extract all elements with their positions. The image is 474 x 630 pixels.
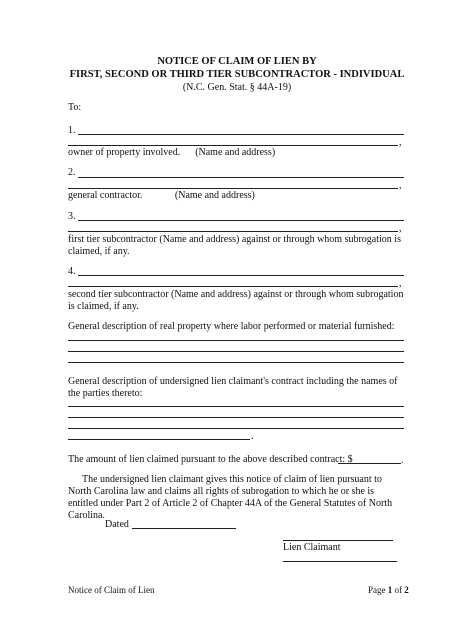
property-description-line-3[interactable] bbox=[68, 362, 404, 363]
item-2-line-a[interactable] bbox=[78, 177, 404, 178]
item-2-caption: general contractor. (Name and address) bbox=[68, 190, 255, 201]
item-1-line-a[interactable] bbox=[78, 134, 404, 135]
item-2-number: 2. bbox=[68, 167, 76, 178]
item-4-caption: second tier subcontractor (Name and address) against or through whom subrogation is claimed, if any. bbox=[68, 289, 404, 312]
contract-description-line-1[interactable] bbox=[68, 406, 404, 407]
page-prefix: Page bbox=[368, 585, 386, 595]
signature-line-2[interactable] bbox=[283, 561, 397, 562]
statute-reference: (N.C. Gen. Stat. § 44A-19) bbox=[182, 82, 292, 93]
item-3-comma: , bbox=[399, 223, 402, 234]
footer-document-name: Notice of Claim of Lien bbox=[68, 585, 155, 595]
item-4-number: 4. bbox=[68, 266, 76, 277]
item-3-line-b[interactable] bbox=[68, 231, 398, 232]
page-current: 1 bbox=[387, 585, 393, 595]
dated-label: Dated bbox=[105, 519, 129, 530]
contract-description-line-4[interactable] bbox=[68, 439, 250, 440]
date-field[interactable] bbox=[132, 528, 236, 529]
page-of: of bbox=[394, 585, 402, 595]
property-description-line-1[interactable] bbox=[68, 340, 404, 341]
item-2-line-b[interactable] bbox=[68, 188, 398, 189]
title-line-2: FIRST, SECOND OR THIRD TIER SUBCONTRACTOR - INDIVIDUAL bbox=[69, 69, 405, 80]
contract-description-period: . bbox=[251, 431, 254, 442]
item-3-caption: first tier subcontractor (Name and address) against or through whom subrogation is claimed, if any. bbox=[68, 234, 401, 257]
subrogation-paragraph: The undersigned lien claimant gives this notice of claim of lien pursuant to North Carolina law and claims all rights of subrogation to which he or she is entitled under Part 2 of Article 2 of Chapter 44A of the General Statutes of North Carolina. bbox=[68, 474, 393, 521]
property-description-line-2[interactable] bbox=[68, 351, 404, 352]
contract-description-line-3[interactable] bbox=[68, 428, 404, 429]
item-2-comma: , bbox=[399, 180, 402, 191]
to-label: To: bbox=[68, 102, 82, 113]
item-3-line-a[interactable] bbox=[78, 220, 404, 221]
amount-label: The amount of lien claimed pursuant to the above described contract: $ bbox=[68, 454, 353, 465]
item-1-line-b[interactable] bbox=[68, 145, 398, 146]
lien-claimant-label: Lien Claimant bbox=[283, 542, 341, 553]
page-total: 2 bbox=[404, 585, 409, 595]
signature-line[interactable] bbox=[283, 540, 393, 541]
contract-description-label: General description of undersigned lien claimant's contract including the names of the parties thereto: bbox=[68, 376, 398, 399]
item-3-number: 3. bbox=[68, 211, 76, 222]
item-1-caption: owner of property involved. (Name and address) bbox=[68, 147, 276, 158]
amount-period: . bbox=[401, 455, 404, 466]
item-4-line-b[interactable] bbox=[68, 286, 398, 287]
amount-field[interactable] bbox=[338, 463, 401, 464]
item-4-line-a[interactable] bbox=[78, 275, 404, 276]
item-1-comma: , bbox=[399, 137, 402, 148]
footer-page-number bbox=[368, 584, 409, 596]
contract-description-line-2[interactable] bbox=[68, 417, 404, 418]
item-1-number: 1. bbox=[68, 125, 76, 136]
property-description-label: General description of real property where labor performed or material furnished: bbox=[68, 321, 395, 332]
title-line-1: NOTICE OF CLAIM OF LIEN BY bbox=[157, 56, 317, 67]
item-4-comma: , bbox=[399, 278, 402, 289]
